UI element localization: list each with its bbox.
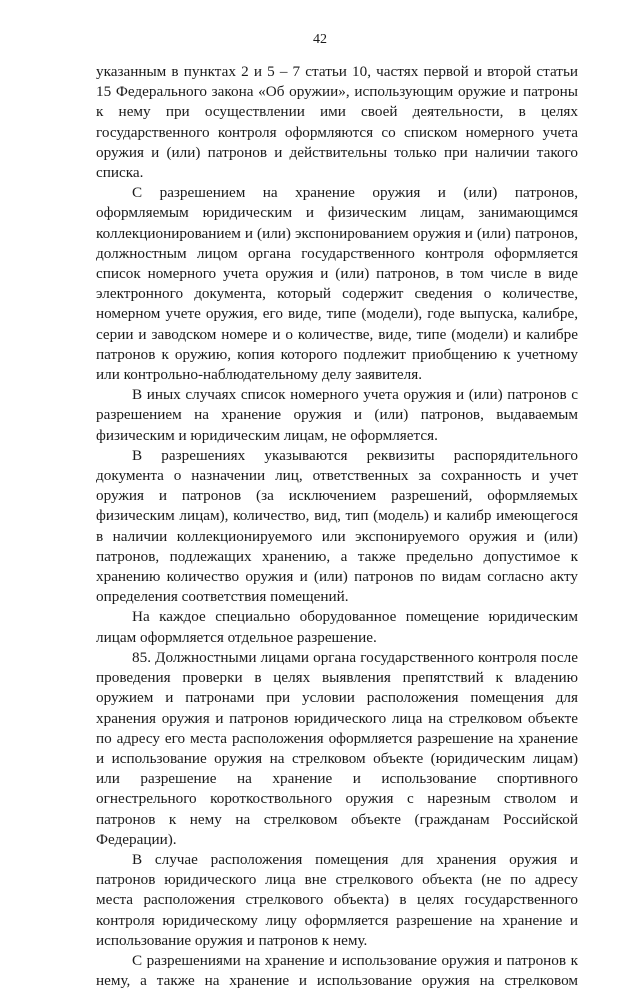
paragraph: указанным в пунктах 2 и 5 – 7 статьи 10, частях первой и второй статьи 15 Федерального закона «Об оружии», использующим оружие и патроны к нему при осуществлении ими своей деятельности, в целях государственного контроля оформляются со списком номерного учета оружия и (или) патронов и действительны только при наличии такого списка.: [96, 63, 578, 182]
paragraph: В иных случаях список номерного учета оружия и (или) патронов с разрешением на хранение оружия и (или) патронов, выдаваемым физическим и юридическим лицам, не оформляется.: [96, 386, 578, 444]
page-number: 42: [313, 32, 327, 47]
paragraph: В разрешениях указываются реквизиты распорядительного документа о назначении лиц, ответственных за сохранность и учет оружия и патронов (за исключением разрешений, оформляемых физическим лицам), количество, вид, тип (модель) и калибр имеющегося в наличии коллекционируемого или экспонируемого оружия и (или) патронов, подлежащих хранению, а также предельно допустимое к хранению количество оружия и (или) патронов по видам согласно акту определения соответствия помещений.: [96, 446, 578, 606]
paragraph: В случае расположения помещения для хранения оружия и патронов юридического лица вне стрелкового объекта (не по адресу места расположения стрелкового объекта) в целях государственного контроля юридическому лицу оформляется разрешение на хранение и использование оружия и патронов к нему.: [96, 850, 578, 949]
paragraph: С разрешениями на хранение и использование оружия и патронов к нему, а также на хранение и использование оружия на стрелковом: [96, 951, 578, 990]
paragraph: 85. Должностными лицами органа государственного контроля после проведения проверки в целях выявления препятствий к владению оружием и патронами при условии расположения помещения для хранения оружия и патронов юридического лица на стрелковом объекте по адресу его места расположения оформляется разрешение на хранение и использование оружия на стрелковом объекте (юридическим лицам) или разрешение на хранение и использование спортивного огнестрельного короткоствольного оружия с нарезным стволом и патронов к нему на стрелковом объекте (гражданам Российской Федерации).: [96, 648, 578, 848]
paragraph: С разрешением на хранение оружия и (или) патронов, оформляемым юридическим и физическим лицам, занимающимся коллекционированием и (или) экспонированием оружия и (или) патронов, должностным лицом органа государственного контроля оформляется список номерного учета оружия и (или) патронов, в том числе в виде электронного документа, который содержит сведения о количестве, номерном учете оружия, его виде, типе (модели), годе выпуска, калибре, серии и заводском номере и о количестве, виде, типе (модели) и калибре патронов к оружию, копия которого подлежит приобщению к учетному или контрольно-наблюдательному делу заявителя.: [96, 184, 578, 384]
paragraph: На каждое специально оборудованное помещение юридическим лицам оформляется отдельное разрешение.: [96, 608, 578, 646]
document-body: [96, 62, 578, 991]
